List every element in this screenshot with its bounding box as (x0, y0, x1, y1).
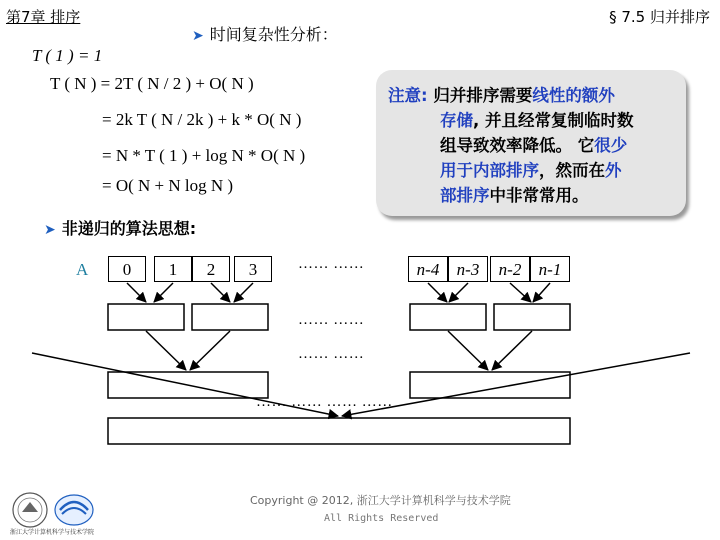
merge-box-level1 (192, 304, 268, 330)
note-highlight: 用于内部排序 (440, 161, 539, 180)
chapter-title: 第7章 排序 (6, 8, 81, 26)
bullet-complexity-text: 时间复杂性分析： (209, 25, 338, 44)
ellipsis-level1: …… …… (298, 312, 365, 328)
note-text: ，然而在 (539, 161, 605, 180)
formula-t1: T ( 1 ) = 1 (32, 46, 103, 65)
merge-box-level2 (410, 372, 570, 398)
formula-step-k: = 2k T ( N / 2k ) + k * O( N ) (102, 110, 302, 129)
merge-box-final (108, 418, 570, 444)
note-highlight: 部排序 (440, 186, 490, 205)
array-cell: n-3 (448, 256, 488, 282)
section-title: § 7.5 归并排序 (609, 8, 710, 26)
triangle-bullet-icon: ➤ (44, 222, 56, 238)
array-cell: n-2 (490, 256, 530, 282)
note-label: 注意: (388, 86, 428, 105)
array-cell: n-4 (408, 256, 448, 282)
footer-caption: 浙江大学计算机科学与技术学院 (10, 529, 95, 536)
note-highlight: 外 (605, 161, 622, 180)
university-logo-icon (13, 493, 47, 527)
array-cell: 2 (192, 256, 230, 282)
merge-box-level1 (108, 304, 184, 330)
array-cell: 1 (154, 256, 192, 282)
footer-rights: All Rights Reserved (324, 513, 439, 524)
triangle-bullet-icon: ➤ (192, 28, 204, 44)
bullet-nonrecursive-text: 非递归的算法思想: (61, 219, 197, 238)
ellipsis-level3: …… …… …… …… (256, 394, 393, 410)
merge-box-level1 (494, 304, 570, 330)
ellipsis-level2: …… …… (298, 346, 365, 362)
array-label: A (76, 260, 89, 279)
note-highlight: 存储 (440, 111, 473, 130)
ellipsis-top: …… …… (298, 256, 365, 272)
footer-copyright: Copyright @ 2012, 浙江大学计算机科学与技术学院 (250, 494, 511, 507)
formula-step-log: = N * T ( 1 ) + log N * O( N ) (102, 146, 306, 165)
array-cell: 0 (108, 256, 146, 282)
note-highlight: 线性的额外 (532, 86, 615, 105)
note-text: 中非常常用。 (489, 186, 589, 205)
array-cell: 3 (234, 256, 272, 282)
college-logo-icon (55, 495, 93, 525)
note-text: 组导致效率降低。 它 (440, 136, 595, 155)
formula-tn: T ( N ) = 2T ( N / 2 ) + O( N ) (50, 74, 254, 93)
array-cell: n-1 (530, 256, 570, 282)
note-text: 归并排序需要 (427, 86, 533, 105)
merge-box-level1 (410, 304, 486, 330)
note-highlight: 很少 (594, 136, 628, 155)
note-text: , 并且经常复制临时数 (473, 111, 634, 130)
formula-result: = O( N + N log N ) (102, 176, 234, 195)
